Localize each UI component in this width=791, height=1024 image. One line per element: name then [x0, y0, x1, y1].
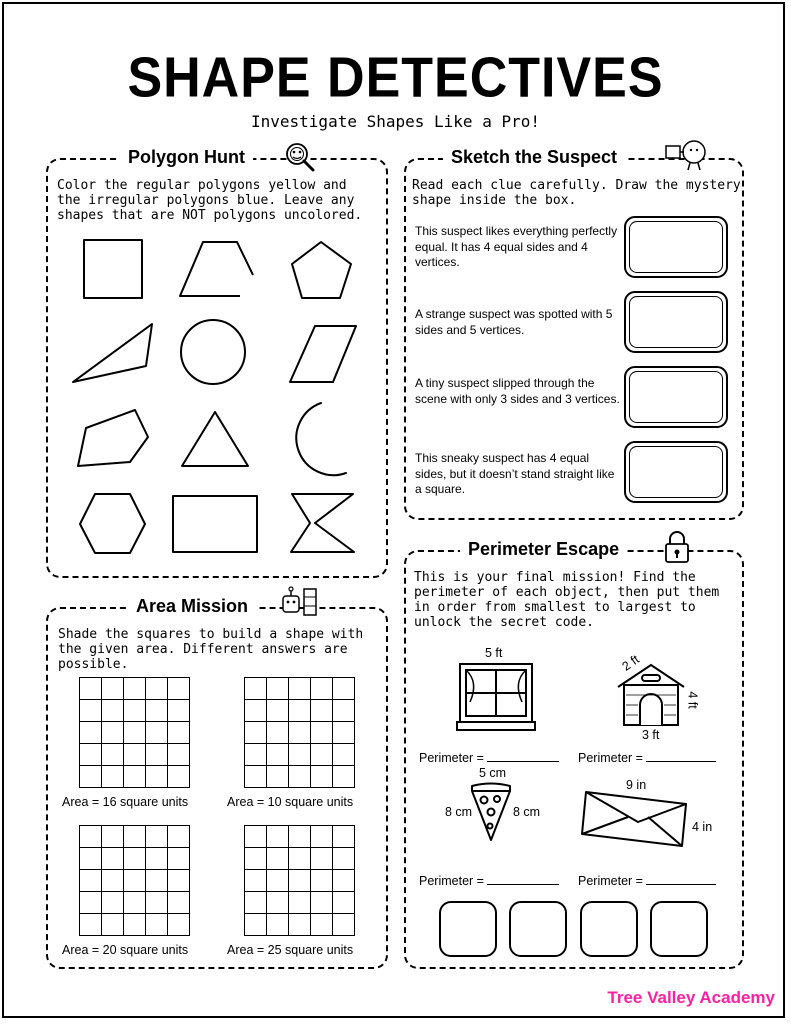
- pizza-right-label: 8 cm: [513, 805, 541, 819]
- polygon-shapes: [60, 232, 370, 562]
- window-illustration: [457, 662, 535, 732]
- page-subtitle: Investigate Shapes Like a Pro!: [251, 112, 540, 131]
- doghouse-bottom-label: 3 ft: [642, 728, 660, 742]
- doghouse-side-label: 4 ft: [685, 691, 700, 709]
- perimeter-answer-3[interactable]: Perimeter =: [419, 874, 559, 888]
- hexagon-shape: [80, 494, 145, 553]
- area-grid-2[interactable]: [244, 677, 355, 788]
- suspect-drawing-box-2[interactable]: [624, 291, 728, 353]
- bowtie-shape: [291, 494, 354, 552]
- clue-4-text: This sneaky suspect has 4 equal sides, but it doesn’t stand straight like a square.: [415, 451, 615, 496]
- area-grid-3[interactable]: [79, 825, 190, 936]
- polygon-hunt-title: Polygon Hunt: [120, 146, 253, 168]
- open-trapezoid-shape: [180, 242, 253, 296]
- area-grid-4[interactable]: [244, 825, 355, 936]
- triangle-shape: [182, 412, 248, 466]
- area-mission-instructions: Shade the squares to build a shape with the given area. Different answers are possible.: [58, 627, 364, 672]
- clue-2-text: A strange suspect was spotted with 5 sides and 5 vertices.: [415, 307, 613, 337]
- area-mission-title: Area Mission: [128, 595, 256, 617]
- suspect-drawing-box-4[interactable]: [624, 441, 728, 503]
- clue-3-text: A tiny suspect slipped through the scene with only 3 sides and 3 vertices.: [415, 376, 620, 406]
- perimeter-escape-instructions: This is your final mission! Find the perimeter of each object, then put them in order from smallest to largest to unlock the secret code.: [414, 570, 720, 630]
- secret-code-box-3[interactable]: [580, 901, 638, 957]
- irregular-pentagon-shape: [78, 410, 148, 466]
- area-label-2: Area = 10 square units: [227, 795, 354, 809]
- circle-shape: [181, 320, 245, 384]
- perimeter-answer-4[interactable]: Perimeter =: [578, 874, 716, 888]
- rectangle-shape: [173, 496, 257, 552]
- secret-code-box-2[interactable]: [509, 901, 567, 957]
- pentagon-shape: [292, 242, 351, 298]
- parallelogram-shape: [290, 326, 356, 382]
- window-side-label: 5 ft: [485, 646, 503, 660]
- brand-footer: Tree Valley Academy: [607, 988, 775, 1007]
- area-label-3: Area = 20 square units: [62, 943, 189, 957]
- doghouse-top-label: 2 ft: [619, 652, 642, 674]
- perimeter-answer-1[interactable]: Perimeter =: [419, 751, 559, 765]
- detective-icon: [662, 138, 712, 170]
- square-shape: [84, 240, 142, 298]
- robot-icon: [280, 586, 320, 618]
- polygon-hunt-instructions: Color the regular polygons yellow and the irregular polygons blue. Leave any shapes that are NOT polygons uncolored.: [57, 178, 363, 223]
- irregular-triangle-shape: [73, 324, 152, 382]
- envelope-illustration: [580, 790, 690, 848]
- padlock-icon: [664, 530, 690, 564]
- doghouse-illustration: [616, 663, 686, 727]
- perimeter-escape-title: Perimeter Escape: [460, 538, 627, 560]
- sketch-suspect-title: Sketch the Suspect: [443, 146, 625, 168]
- area-label-1: Area = 16 square units: [62, 795, 189, 809]
- clue-1-text: This suspect likes everything perfectly equal. It has 4 equal sides and 4 vertices.: [415, 224, 618, 269]
- secret-code-box-4[interactable]: [650, 901, 708, 957]
- magnifier-icon: [282, 141, 316, 173]
- page-title: SHAPE DETECTIVES: [127, 46, 664, 110]
- secret-code-box-1[interactable]: [439, 901, 497, 957]
- suspect-drawing-box-1[interactable]: [624, 216, 728, 278]
- pizza-top-label: 5 cm: [479, 766, 507, 780]
- envelope-top-label: 9 in: [626, 778, 647, 792]
- area-label-4: Area = 25 square units: [227, 943, 354, 957]
- area-grid-1[interactable]: [79, 677, 190, 788]
- perimeter-answer-2[interactable]: Perimeter =: [578, 751, 716, 765]
- sketch-suspect-instructions: Read each clue carefully. Draw the mystery shape inside the box.: [412, 178, 741, 208]
- crescent-shape: [296, 403, 346, 475]
- pizza-illustration: [470, 782, 512, 842]
- envelope-side-label: 4 in: [692, 820, 713, 834]
- suspect-drawing-box-3[interactable]: [624, 366, 728, 428]
- pizza-left-label: 8 cm: [445, 805, 473, 819]
